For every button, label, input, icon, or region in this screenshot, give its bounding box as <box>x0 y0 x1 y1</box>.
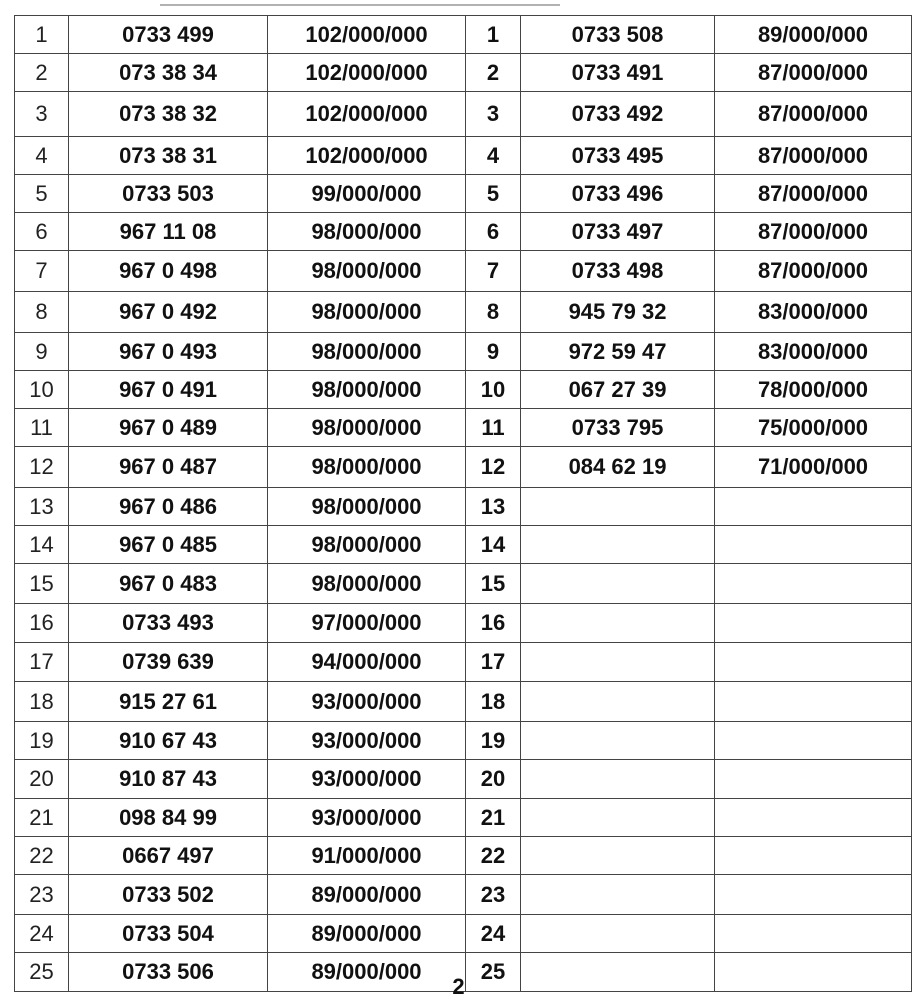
left-index-cell: 14 <box>15 526 69 564</box>
table-row <box>15 292 912 333</box>
left-index-cell: 10 <box>15 371 69 409</box>
left-price-cell: 98/000/000 <box>268 447 466 488</box>
table-row <box>15 137 912 175</box>
right-price-cell <box>715 564 912 604</box>
right-phone-number-cell: 067 27 39 <box>521 371 715 409</box>
right-phone-number-cell: 945 79 32 <box>521 292 715 333</box>
left-phone-number-cell: 0733 499 <box>69 16 268 54</box>
right-price-cell <box>715 915 912 953</box>
right-index-cell: 4 <box>466 137 521 175</box>
left-index-cell: 15 <box>15 564 69 604</box>
right-phone-number-cell: 0733 497 <box>521 213 715 251</box>
left-phone-number-cell: 967 11 08 <box>69 213 268 251</box>
left-phone-number-cell: 967 0 491 <box>69 371 268 409</box>
right-index-cell: 12 <box>466 447 521 488</box>
right-price-cell: 87/000/000 <box>715 251 912 292</box>
left-price-cell: 93/000/000 <box>268 760 466 799</box>
left-index-cell: 1 <box>15 16 69 54</box>
right-price-cell <box>715 682 912 722</box>
left-price-cell: 102/000/000 <box>268 137 466 175</box>
right-index-cell: 25 <box>466 953 521 992</box>
right-index-cell: 11 <box>466 409 521 447</box>
table-row <box>15 837 912 875</box>
table-row <box>15 92 912 137</box>
left-phone-number-cell: 0733 493 <box>69 604 268 643</box>
right-index-cell: 6 <box>466 213 521 251</box>
left-price-cell: 94/000/000 <box>268 643 466 682</box>
right-price-cell: 71/000/000 <box>715 447 912 488</box>
right-phone-number-cell <box>521 799 715 837</box>
left-phone-number-cell: 0733 504 <box>69 915 268 953</box>
table-body <box>15 16 912 992</box>
right-phone-number-cell: 084 62 19 <box>521 447 715 488</box>
table-row <box>15 54 912 92</box>
right-phone-number-cell <box>521 564 715 604</box>
left-price-cell: 93/000/000 <box>268 722 466 760</box>
right-index-cell: 21 <box>466 799 521 837</box>
table-row <box>15 682 912 722</box>
table-row <box>15 488 912 526</box>
table-row <box>15 722 912 760</box>
left-phone-number-cell: 967 0 487 <box>69 447 268 488</box>
left-index-cell: 18 <box>15 682 69 722</box>
left-price-cell: 93/000/000 <box>268 799 466 837</box>
left-phone-number-cell: 967 0 483 <box>69 564 268 604</box>
table-row <box>15 251 912 292</box>
right-index-cell: 8 <box>466 292 521 333</box>
right-phone-number-cell: 972 59 47 <box>521 333 715 371</box>
left-phone-number-cell: 915 27 61 <box>69 682 268 722</box>
left-price-cell: 98/000/000 <box>268 371 466 409</box>
right-index-cell: 17 <box>466 643 521 682</box>
right-phone-number-cell <box>521 722 715 760</box>
left-price-cell: 102/000/000 <box>268 16 466 54</box>
table-row <box>15 604 912 643</box>
left-price-cell: 89/000/000 <box>268 953 466 992</box>
right-price-cell <box>715 722 912 760</box>
right-phone-number-cell: 0733 498 <box>521 251 715 292</box>
left-phone-number-cell: 098 84 99 <box>69 799 268 837</box>
right-price-cell: 89/000/000 <box>715 16 912 54</box>
left-index-cell: 6 <box>15 213 69 251</box>
right-price-cell <box>715 604 912 643</box>
left-phone-number-cell: 0733 506 <box>69 953 268 992</box>
right-index-cell: 14 <box>466 526 521 564</box>
table-row <box>15 875 912 915</box>
left-price-cell: 102/000/000 <box>268 54 466 92</box>
right-index-cell: 10 <box>466 371 521 409</box>
right-index-cell: 13 <box>466 488 521 526</box>
right-phone-number-cell <box>521 915 715 953</box>
right-phone-number-cell <box>521 760 715 799</box>
left-phone-number-cell: 073 38 31 <box>69 137 268 175</box>
table-row <box>15 333 912 371</box>
right-price-cell: 87/000/000 <box>715 175 912 213</box>
left-phone-number-cell: 073 38 32 <box>69 92 268 137</box>
right-price-cell <box>715 643 912 682</box>
left-phone-number-cell: 967 0 498 <box>69 251 268 292</box>
left-price-cell: 93/000/000 <box>268 682 466 722</box>
table-row <box>15 371 912 409</box>
table-row <box>15 447 912 488</box>
right-price-cell <box>715 488 912 526</box>
left-phone-number-cell: 967 0 486 <box>69 488 268 526</box>
right-price-cell <box>715 760 912 799</box>
right-price-cell: 83/000/000 <box>715 292 912 333</box>
right-phone-number-cell <box>521 526 715 564</box>
right-phone-number-cell <box>521 682 715 722</box>
right-price-cell: 87/000/000 <box>715 213 912 251</box>
left-index-cell: 8 <box>15 292 69 333</box>
right-phone-number-cell: 0733 795 <box>521 409 715 447</box>
left-phone-number-cell: 967 0 485 <box>69 526 268 564</box>
right-index-cell: 16 <box>466 604 521 643</box>
right-index-cell: 2 <box>466 54 521 92</box>
right-index-cell: 7 <box>466 251 521 292</box>
table-row <box>15 409 912 447</box>
table-row <box>15 760 912 799</box>
left-phone-number-cell: 073 38 34 <box>69 54 268 92</box>
right-index-cell: 15 <box>466 564 521 604</box>
left-phone-number-cell: 0733 503 <box>69 175 268 213</box>
right-phone-number-cell: 0733 508 <box>521 16 715 54</box>
right-index-cell: 1 <box>466 16 521 54</box>
left-price-cell: 91/000/000 <box>268 837 466 875</box>
left-price-cell: 98/000/000 <box>268 292 466 333</box>
table-row <box>15 799 912 837</box>
right-price-cell <box>715 837 912 875</box>
left-price-cell: 98/000/000 <box>268 564 466 604</box>
table-row <box>15 16 912 54</box>
left-index-cell: 4 <box>15 137 69 175</box>
left-index-cell: 21 <box>15 799 69 837</box>
left-price-cell: 102/000/000 <box>268 92 466 137</box>
right-phone-number-cell: 0733 491 <box>521 54 715 92</box>
cropped-header-fragment <box>160 0 560 6</box>
left-index-cell: 25 <box>15 953 69 992</box>
right-index-cell: 22 <box>466 837 521 875</box>
phone-number-price-table <box>14 15 912 992</box>
left-price-cell: 99/000/000 <box>268 175 466 213</box>
left-index-cell: 23 <box>15 875 69 915</box>
left-phone-number-cell: 967 0 493 <box>69 333 268 371</box>
right-phone-number-cell <box>521 837 715 875</box>
right-phone-number-cell <box>521 875 715 915</box>
right-price-cell <box>715 875 912 915</box>
right-index-cell: 3 <box>466 92 521 137</box>
left-index-cell: 11 <box>15 409 69 447</box>
right-index-cell: 9 <box>466 333 521 371</box>
right-phone-number-cell <box>521 643 715 682</box>
left-phone-number-cell: 967 0 492 <box>69 292 268 333</box>
left-index-cell: 22 <box>15 837 69 875</box>
left-price-cell: 98/000/000 <box>268 333 466 371</box>
left-phone-number-cell: 0733 502 <box>69 875 268 915</box>
left-index-cell: 13 <box>15 488 69 526</box>
right-price-cell: 75/000/000 <box>715 409 912 447</box>
page-number: 2 <box>452 974 465 999</box>
right-price-cell: 87/000/000 <box>715 92 912 137</box>
table-row <box>15 175 912 213</box>
right-price-cell: 78/000/000 <box>715 371 912 409</box>
left-index-cell: 3 <box>15 92 69 137</box>
left-index-cell: 16 <box>15 604 69 643</box>
left-index-cell: 17 <box>15 643 69 682</box>
left-price-cell: 89/000/000 <box>268 875 466 915</box>
right-phone-number-cell: 0733 496 <box>521 175 715 213</box>
table-row <box>15 526 912 564</box>
left-index-cell: 2 <box>15 54 69 92</box>
left-index-cell: 7 <box>15 251 69 292</box>
right-index-cell: 20 <box>466 760 521 799</box>
left-index-cell: 24 <box>15 915 69 953</box>
right-phone-number-cell <box>521 488 715 526</box>
left-index-cell: 5 <box>15 175 69 213</box>
right-index-cell: 24 <box>466 915 521 953</box>
left-index-cell: 19 <box>15 722 69 760</box>
left-phone-number-cell: 910 67 43 <box>69 722 268 760</box>
right-index-cell: 23 <box>466 875 521 915</box>
table-row <box>15 213 912 251</box>
left-price-cell: 98/000/000 <box>268 526 466 564</box>
right-price-cell: 87/000/000 <box>715 137 912 175</box>
table-row <box>15 915 912 953</box>
table-row <box>15 643 912 682</box>
left-price-cell: 89/000/000 <box>268 915 466 953</box>
right-phone-number-cell: 0733 492 <box>521 92 715 137</box>
left-index-cell: 20 <box>15 760 69 799</box>
left-phone-number-cell: 0667 497 <box>69 837 268 875</box>
left-price-cell: 98/000/000 <box>268 251 466 292</box>
right-price-cell <box>715 799 912 837</box>
left-phone-number-cell: 910 87 43 <box>69 760 268 799</box>
right-index-cell: 19 <box>466 722 521 760</box>
left-phone-number-cell: 0739 639 <box>69 643 268 682</box>
left-price-cell: 97/000/000 <box>268 604 466 643</box>
right-phone-number-cell: 0733 495 <box>521 137 715 175</box>
left-price-cell: 98/000/000 <box>268 488 466 526</box>
right-index-cell: 5 <box>466 175 521 213</box>
left-price-cell: 98/000/000 <box>268 409 466 447</box>
left-index-cell: 9 <box>15 333 69 371</box>
right-index-cell: 18 <box>466 682 521 722</box>
left-phone-number-cell: 967 0 489 <box>69 409 268 447</box>
right-price-cell <box>715 526 912 564</box>
left-index-cell: 12 <box>15 447 69 488</box>
table-row <box>15 564 912 604</box>
left-price-cell: 98/000/000 <box>268 213 466 251</box>
right-price-cell: 83/000/000 <box>715 333 912 371</box>
right-price-cell: 87/000/000 <box>715 54 912 92</box>
right-phone-number-cell <box>521 604 715 643</box>
